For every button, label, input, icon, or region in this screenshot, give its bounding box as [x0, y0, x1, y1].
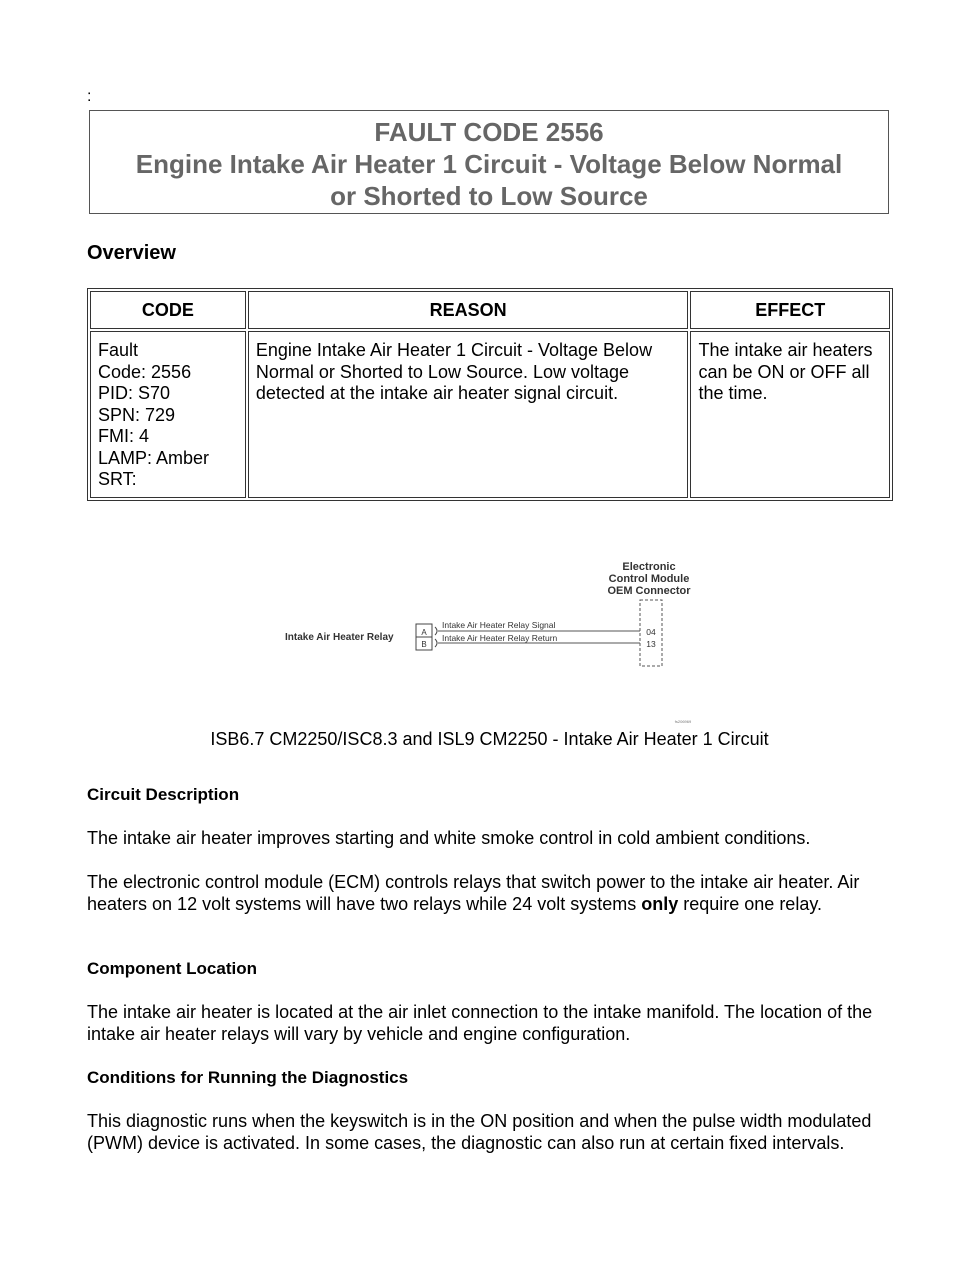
fault-title-line-2: or Shorted to Low Source — [330, 181, 648, 211]
header-code: CODE — [90, 291, 246, 329]
fault-table — [87, 288, 893, 501]
ecm-pin-signal: 04 — [646, 627, 656, 637]
component-location-p1: The intake air heater is located at the air inlet connection to the intake manifold. The location of the intake air heater relays will vary by vehicle and engine configuration. — [87, 1002, 873, 1044]
p2-text-after: require one relay. — [678, 893, 822, 914]
p2-text-before: The electronic control module (ECM) controls relays that switch power to the intake air heater. Air heaters on 12 volt systems will have two relays while 24 volt systems — [87, 872, 860, 914]
code-cell — [90, 331, 246, 498]
page-marker: : — [87, 88, 92, 105]
p2-text-bold: only — [641, 893, 679, 914]
code-line: LAMP: Amber — [98, 447, 210, 468]
conditions-heading: Conditions for Running the Diagnostics — [87, 1068, 409, 1087]
ecm-label-line-1: Electronic — [622, 561, 676, 573]
return-wire-label: Intake Air Heater Relay Return — [442, 633, 558, 643]
code-line: FMI: 4 — [98, 426, 150, 446]
circuit-description-p1: The intake air heater improves starting and white smoke control in cold ambient conditions. — [87, 828, 811, 848]
ecm-label-line-2: Control Module — [608, 573, 690, 585]
ecm-label-line-3: OEM Connector — [607, 585, 691, 597]
ecm-pin-return: 13 — [646, 639, 656, 649]
component-location-heading: Component Location — [87, 959, 257, 978]
circuit-diagram — [280, 556, 720, 726]
relay-label: Intake Air Heater Relay — [285, 632, 394, 643]
diagram-ref-id: fs206969 — [674, 719, 692, 724]
fault-title-line-1: Engine Intake Air Heater 1 Circuit - Voltage Below Normal — [135, 149, 843, 179]
conditions-p1: This diagnostic runs when the keyswitch is in the ON position and when the pulse width modulated (PWM) device is activated. In some cases, the diagnostic can also run at certain fixed intervals. — [87, 1111, 872, 1153]
code-line: SPN: 729 — [98, 404, 176, 425]
header-reason: REASON — [248, 291, 689, 329]
fault-code-title: FAULT CODE 2556 — [374, 117, 604, 147]
code-line: Code: 2556 — [98, 361, 192, 382]
diagram-caption: ISB6.7 CM2250/ISC8.3 and ISL9 CM2250 - Intake Air Heater 1 Circuit — [210, 729, 769, 749]
table-header-row — [90, 291, 890, 329]
signal-wire-label: Intake Air Heater Relay Signal — [442, 620, 556, 630]
effect-cell: The intake air heaters can be ON or OFF all the time. — [690, 331, 890, 498]
circuit-description-heading: Circuit Description — [87, 785, 240, 804]
header-effect: EFFECT — [690, 291, 890, 329]
relay-pin-b: B — [421, 640, 427, 649]
relay-pin-a: A — [421, 628, 427, 637]
fault-title-box — [89, 110, 889, 214]
reason-cell: Engine Intake Air Heater 1 Circuit - Voltage Below Normal or Shorted to Low Source. Low voltage detected at the intake air heater signal circuit. — [248, 331, 689, 498]
code-line: SRT: — [98, 469, 137, 489]
code-line: PID: S70 — [98, 383, 171, 403]
circuit-description-p2 — [87, 872, 899, 915]
table-row — [90, 331, 890, 498]
code-line: Fault — [98, 340, 139, 360]
overview-heading: Overview — [87, 242, 176, 264]
